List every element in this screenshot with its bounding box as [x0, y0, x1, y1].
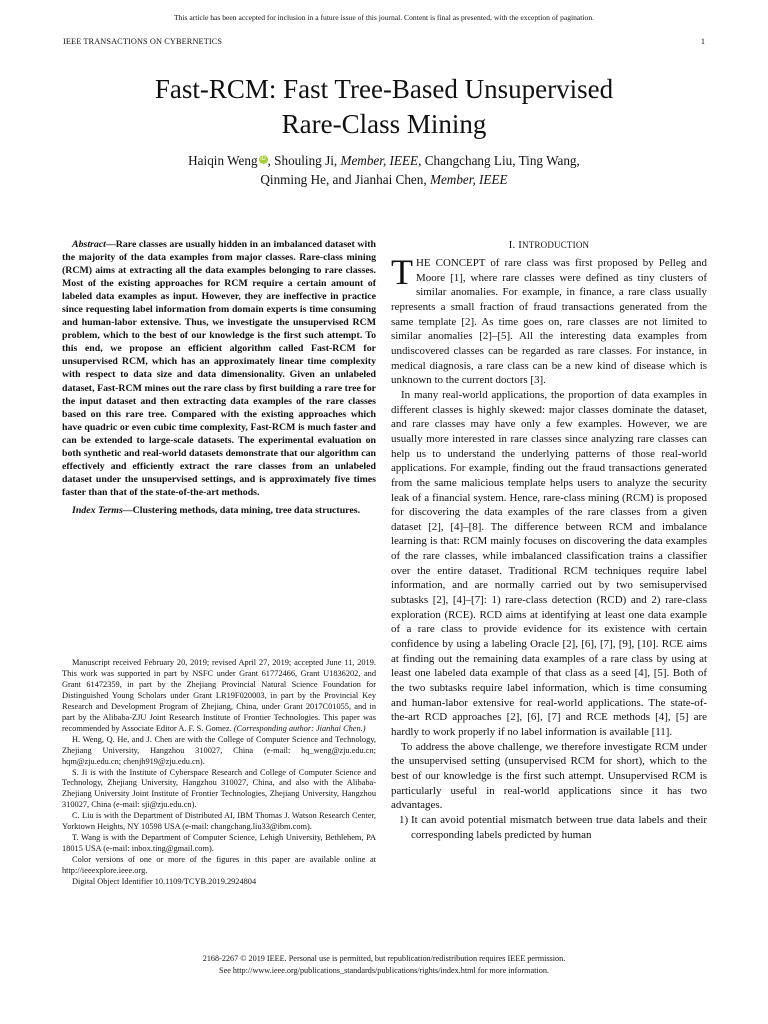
- title-line-1: Fast-RCM: Fast Tree-Based Unsupervised: [154, 74, 614, 104]
- footnotes: [62, 658, 376, 888]
- drop-cap: T: [391, 252, 413, 292]
- acceptance-notice: This article has been accepted for inclusion in a future issue of this journal. Content is final as presented, with the exception of pagination.: [173, 13, 595, 22]
- footnote-affiliation: S. Ji is with the Institute of Cyberspace Research and College of Computer Science and Technology, Zhejiang University, Hangzhou 310027, China, and also with the Alibaba-Zhejiang University Joint Institute of Frontier Technologies, Zhejiang University, Hangzhou 310027, China (e-mail: sji@zju.edu.cn).: [62, 767, 376, 810]
- section-title-rest: NTRODUCTION: [522, 240, 590, 250]
- list-item: [391, 813, 707, 842]
- paper-title: [60, 72, 708, 142]
- copyright-line-1: 2168-2267 © 2019 IEEE. Personal use is permitted, but republication/redistribution requires IEEE permission.: [202, 954, 566, 963]
- membership-label: Member, IEEE: [340, 153, 419, 168]
- author-names: , Changchang Liu, Ting Wang,: [418, 153, 580, 168]
- abstract-label: Abstract: [72, 239, 106, 250]
- left-column: [62, 238, 376, 517]
- intro-paragraph-1: [391, 252, 707, 388]
- footnote-doi: Digital Object Identifier 10.1109/TCYB.2019.2924804: [72, 877, 257, 887]
- right-column: [391, 238, 707, 842]
- footnote-text: Manuscript received February 20, 2019; revised April 27, 2019; accepted June 11, 2019. This work was supported in part by NSFC under Grant 61772466, Grant U1836202, and Grant 61472359, in part by the Zhejiang Provincial Natural Science Foundation for Distinguished Young Scholars under Grant LR19F020003, in part by the Provincial Key Research and Development Program of Zhejiang, China, under Grant 2017C01055, and in part by the Alibaba-ZJU Joint Research Institute of Frontier Technologies. This paper was recommended by Associate Editor A. F. S. Gomez.: [62, 658, 376, 733]
- journal-running-head: IEEE TRANSACTIONS ON CYBERNETICS: [63, 37, 223, 46]
- author-list: [80, 151, 688, 189]
- title-line-2: Rare-Class Mining: [281, 109, 487, 139]
- list-item-text: It can avoid potential mismatch between true data labels and their corresponding labels predicted by human: [411, 813, 707, 841]
- paragraph-text: HE CONCEPT of rare class was first proposed by Pelleg and Moore [1], where rare classes were defined as tiny clusters of similar anomalies. For example, in finance, a rare class usually represents a small fraction of fraud transactions generated from the same template [2]. As time goes on, rare classes are not limited to similar anomalies [2]–[5]. All the interesting data examples from undiscovered classes can be regarded as rare classes. For instance, in medical diagnosis, a rare class can be a new kind of disease which is unknown to the current doctors [3].: [391, 257, 707, 387]
- author-names: , Shouling Ji,: [267, 153, 341, 168]
- index-terms-text: Clustering methods, data mining, tree data structures.: [132, 504, 361, 516]
- copyright-line-2: See http://www.ieee.org/publications_standards/publications/rights/index.html for more information.: [219, 965, 549, 975]
- footnote-received: [62, 658, 376, 735]
- orcid-icon[interactable]: iD: [260, 155, 266, 162]
- copyright-notice: [0, 953, 768, 976]
- footnote-affiliation: C. Liu is with the Department of Distributed AI, IBM Thomas J. Watson Research Center, Yorktown Heights, NY 10598 USA (e-mail: changchang.liu33@ibm.com).: [62, 811, 376, 832]
- footnote-affiliation: H. Weng, Q. He, and J. Chen are with the College of Computer Science and Technology, Zhejiang University, Hangzhou 310027, China (e-mail: hq_weng@zju.edu.cn; hqm@zju.edu.cn; chenjh919@zju.edu.cn).: [62, 734, 376, 766]
- index-terms: Index Terms—Clustering methods, data mining, tree data structures.: [72, 504, 361, 516]
- section-initial: I: [518, 239, 523, 251]
- membership-label: Member, IEEE: [429, 172, 508, 187]
- intro-paragraph-2: In many real-world applications, the proportion of data examples in different classes is highly skewed: major classes dominate the dataset, and rare classes may have only a few examples. However, we are usually more interested in rare classes since analyzing rare classes can help us to understand the underlying patterns of those real-world applications. For example, finding out the fraud transactions generated from the same malicious template helps users to analyze the security leak of a financial system. Hence, rare-class mining (RCM) is proposed for discovering the data examples of the rare classes from a given dataset [2], [4]–[8]. The difference between RCM and imbalance learning is that: RCM mainly focuses on discovering the data examples of the rare classes, while imbalanced classification trains a classifier over the entire dataset. Traditional RCM techniques require label information, and are normally carried out by two semisupervised subtasks [2], [4]–[7]: 1) rare-class detection (RCD) and 2) rare-class exploration (RCE). RCD aims at identifying at least one data example of a rare class to provide evidence for its existence with certain confidence by using a labeling Oracle [2], [6], [7], [9], [10]. RCE aims at finding out the remaining data examples of a rare class by using at least one labeled data example of that class as a seed [4], [5]. Both of the two subtasks require label information, which is time consuming and human-labor extensive for real-world applications. The state-of-the-art RCD approaches [2], [6], [7] and RCE methods [4], [5] are hardly to work properly if no label information is available [11].: [391, 388, 707, 738]
- author-names: Qinming He, and Jianhai Chen,: [260, 172, 430, 187]
- page-number: 1: [700, 37, 705, 46]
- list-item-number: 1): [399, 813, 409, 826]
- section-heading: [391, 238, 707, 252]
- footnote-color-versions: Color versions of one or more of the figures in this paper are available online at http://ieeexplore.ieee.org.: [62, 855, 376, 876]
- index-terms-label: Index Terms: [72, 504, 123, 516]
- corresponding-author: (Corresponding author: Jianhai Chen.): [233, 723, 366, 733]
- section-number: I.: [508, 239, 519, 251]
- footnote-affiliation: T. Wang is with the Department of Computer Science, Lehigh University, Bethlehem, PA 18015 USA (e-mail: inbox.ting@gmail.com).: [62, 833, 376, 854]
- author-line-2: [80, 170, 688, 189]
- author-line-1: [80, 151, 688, 170]
- author-name-first: Haiqin Weng: [188, 153, 258, 168]
- abstract: Abstract—Rare classes are usually hidden in an imbalanced dataset with the majority of the data examples from major classes. Rare-class mining (RCM) aims at extracting all the data examples belonging to rare classes. Most of the existing approaches for RCM require a certain amount of labeled data examples as input. However, they are ineffective in practice since requesting label information from domain experts is time consuming and human-labor extensive. Thus, we investigate the unsupervised RCM problem, which to the best of our knowledge is the first such attempt. To this end, we propose an efficient algorithm called Fast-RCM for unsupervised RCM, which has an approximately linear time complexity with respect to data size and data dimensionality. Given an unlabeled dataset, Fast-RCM mines out the rare class by first building a rare tree for the input dataset and then extracting data examples of the rare classes based on this rare tree. Compared with the existing approaches which have quadric or even cubic time complexity, Fast-RCM is much faster and can be extended to large-scale datasets. The experimental evaluation on both synthetic and real-world datasets demonstrate that our algorithm can effectively and efficiently extract the rare classes from an unlabeled dataset under the unsupervised settings, and is approximately five times faster than that of the state-of-the-art methods.: [62, 239, 376, 498]
- abstract-text: Rare classes are usually hidden in an imbalanced dataset with the majority of the data examples from major classes. Rare-class mining (RCM) aims at extracting all the data examples belonging to rare classes. Most of the existing approaches for RCM require a certain amount of labeled data examples as input. However, they are ineffective in practice since requesting label information from domain experts is time consuming and human-labor extensive. Thus, we investigate the unsupervised RCM problem, which to the best of our knowledge is the first such attempt. To this end, we propose an efficient algorithm called Fast-RCM for unsupervised RCM, which has an approximately linear time complexity with respect to data size and data dimensionality. Given an unlabeled dataset, Fast-RCM mines out the rare class by first building a rare tree for the input dataset and then extracting data examples of the rare classes based on this rare tree. Compared with the existing approaches which have quadric or even cubic time complexity, Fast-RCM is much faster and can be extended to large-scale datasets. The experimental evaluation on both synthetic and real-world datasets demonstrate that our algorithm can effectively and efficiently extract the rare classes from an unlabeled dataset under the unsupervised settings, and is approximately five times faster than that of the state-of-the-art methods.: [62, 239, 376, 498]
- intro-paragraph-3: To address the above challenge, we therefore investigate RCM under the unsupervised setting (unsupervised RCM for short), which to the best of our knowledge is the first such attempt. Unsupervised RCM is particularly useful in real-world applications since it has two advantages.: [391, 740, 707, 812]
